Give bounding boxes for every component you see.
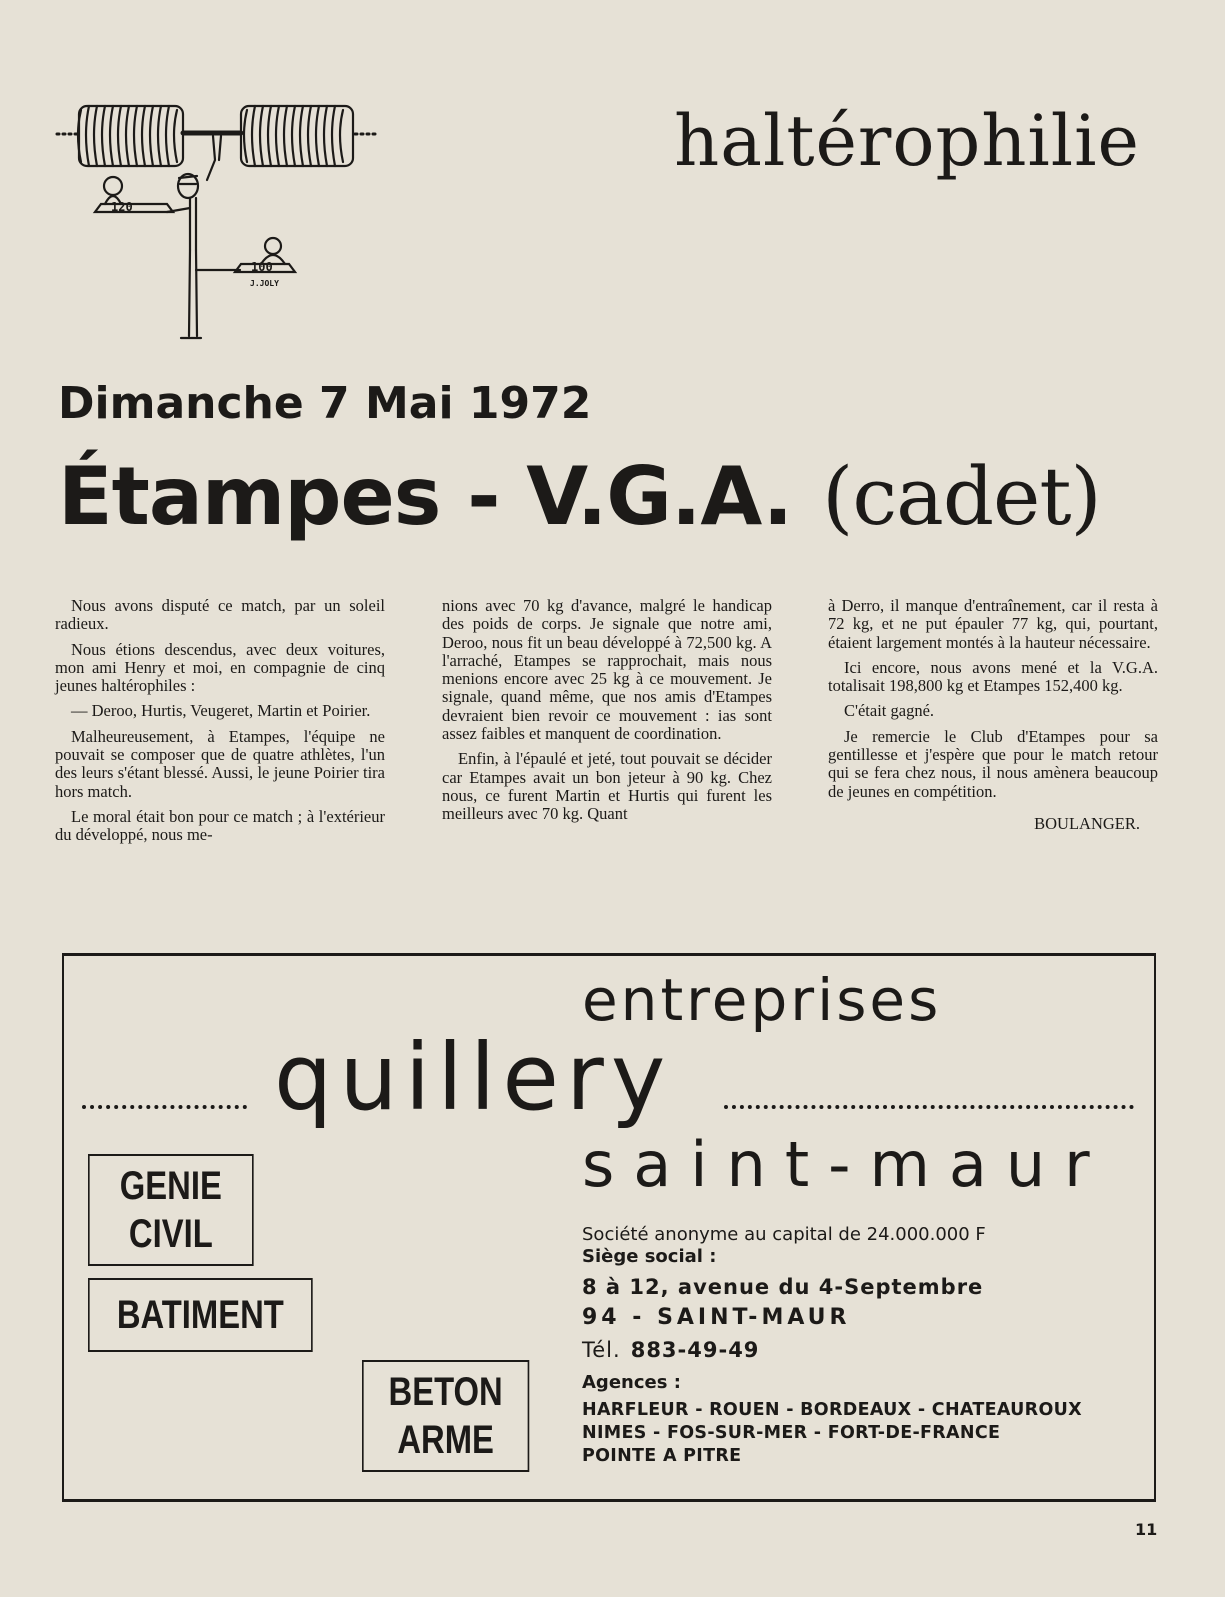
paragraph: Ici encore, nous avons mené et la V.G.A. totalisait 198,800 kg et Etampes 152,400 kg. [828,657,1158,696]
paragraph: — Deroo, Hurtis, Veugeret, Martin et Poirier. [71,701,371,721]
agencies-line: NIMES - FOS-SUR-MER - FORT-DE-FRANCE [582,1423,1001,1443]
article-headline [58,450,1101,543]
paragraph: Le moral était bon pour ce match ; à l'extérieur du développé, nous me- [55,806,385,845]
telephone [582,1338,1142,1362]
service-box-beton-arme [362,1360,529,1472]
section-title: haltérophilie [674,100,1140,182]
tray-weight-right: 100 [251,260,273,274]
paragraph: nions avec 70 kg d'avance, malgré le handicap des poids de corps. Je signale que notre ami, Deroo, nous fit un beau développé à 72,500 kg. A l'arraché, Etampes se rapprochait, mais nous menions encore avec 25 kg à ce mouvement. Je signale, quand même, que nos amis d'Etampes devraient bien revoir ce mouvement : ias sont assez faibles et manquent de coordination. [442,596,772,744]
artist-signature: J.JOLY [250,279,279,288]
article-column-3 [828,597,1158,840]
article-column-2 [442,597,772,831]
address-city: 94 - SAINT-MAUR [582,1305,851,1330]
quillery-advertisement [62,953,1156,1502]
page-number: 11 [1135,1520,1158,1539]
article-column-1 [55,597,385,852]
company-capital: Société anonyme au capital de 24.000.000 F [582,1224,986,1245]
agencies-line: HARFLEUR - ROUEN - BORDEAUX - CHATEAUROUX [582,1400,1082,1420]
telephone-number: 883-49-49 [630,1338,760,1362]
ad-city: saint-maur [582,1128,1109,1201]
paragraph: C'était gagné. [844,701,935,721]
head-office-label: Siège social : [582,1246,717,1267]
author-signature: BOULANGER. [1034,813,1140,833]
tray-weight-left: 120 [111,200,133,214]
paragraph: à Derro, il manque d'entraînement, car il resta à 72 kg, et ne put épauler 77 kg, qui, pourtant, étaient largement montés à la hauteur nécessaire. [828,596,1158,652]
paragraph: Nous avons disputé ce match, par un soleil radieux. [55,596,385,634]
paragraph: Je remercie le Club d'Etampes pour sa gentillesse et j'espère que pour le match retour qui se fera chez nous, il nous amènera beaucoup de jeunes en compétition. [828,726,1158,801]
paragraph: Malheureusement, à Etampes, l'équipe ne pouvait se composer que de quatre athlètes, l'un des leurs s'étant blessé. Aussi, le jeune Poirier tira hors match. [55,726,385,801]
telephone-label: Tél. [582,1338,621,1362]
service-box-batiment [88,1278,313,1352]
service-label: BATIMENT [116,1293,284,1337]
decorative-rule-right [724,1099,1134,1109]
weightlifter-illustration [55,100,395,350]
agencies-label: Agences : [582,1372,681,1393]
service-box-genie-civil [88,1154,254,1266]
paragraph: Enfin, à l'épaulé et jeté, tout pouvait se décider car Etampes avait un bon jeteur à 90 kg. Chez nous, ce furent Martin et Hurtis qui furent les meilleurs avec 70 kg. Quant [442,749,772,824]
paragraph: Nous étions descendus, avec deux voitures, mon ami Henry et moi, en compagnie de cinq jeunes haltérophiles : [55,639,385,696]
service-label: BETON ARME [388,1370,503,1462]
decorative-rule-left [82,1099,247,1109]
address-street: 8 à 12, avenue du 4-Septembre [582,1275,984,1299]
ad-tagline: entreprises [582,966,942,1034]
service-label: GENIE CIVIL [119,1164,222,1256]
headline-category: (cadet) [822,450,1101,543]
article-date: Dimanche 7 Mai 1972 [58,378,592,429]
ad-company-info [582,1224,1142,1468]
headline-teams: Étampes - V.G.A. [58,450,793,543]
weightlifter-cartoon-icon [55,100,395,350]
agencies-line: POINTE A PITRE [582,1446,742,1466]
ad-company-name: quillery [274,1024,673,1131]
